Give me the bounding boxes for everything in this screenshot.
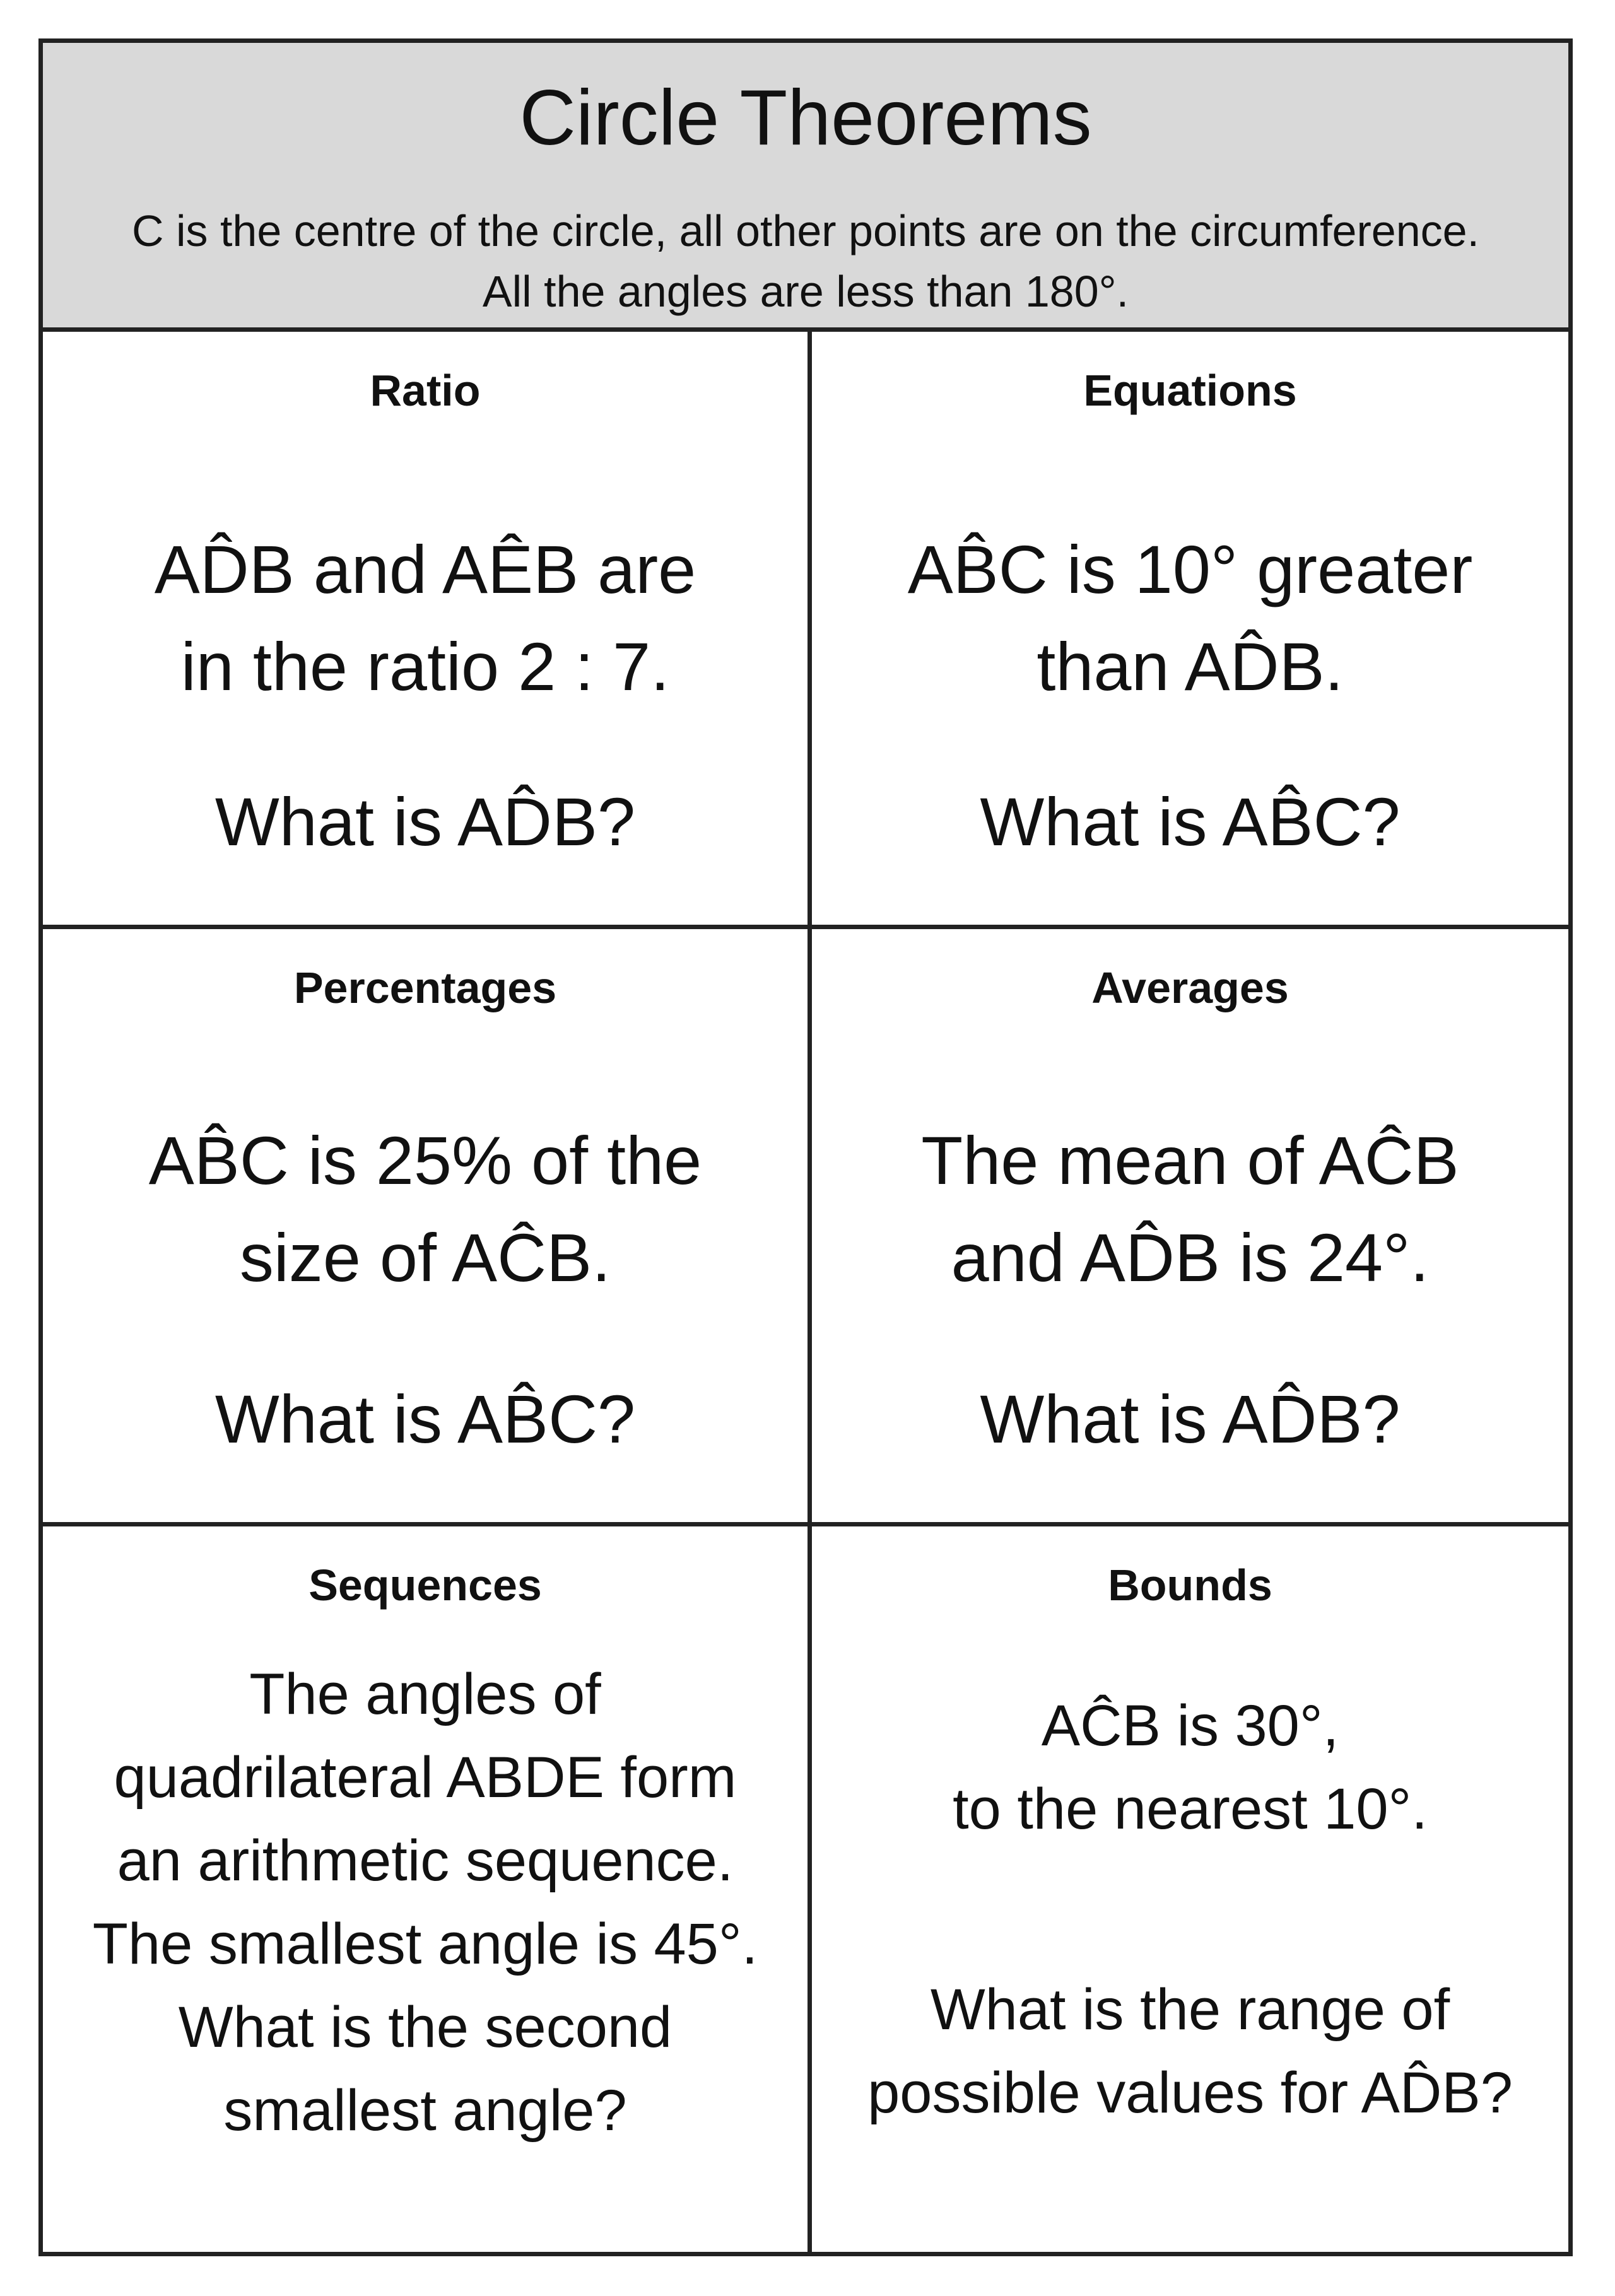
cell-bounds-question-line-2: possible values for AD̂B? [867, 2061, 1513, 2125]
cell-averages-line-2: and AD̂B is 24°. [951, 1219, 1430, 1296]
cell-bounds-line-1: AĈB is 30°, [1041, 1694, 1339, 1758]
subtitle-line-1: C is the centre of the circle, all other points are on the circumference. [131, 206, 1480, 255]
cell-percentages-question [62, 1371, 789, 1468]
cell-averages-text [831, 1112, 1549, 1306]
cell-title-bounds: Bounds [1108, 1561, 1272, 1610]
cell-averages-question-line: What is AD̂B? [980, 1381, 1401, 1457]
header [43, 43, 1568, 332]
cell-ratio-line-2: in the ratio 2 : 7. [180, 628, 670, 705]
cell-bounds [812, 1526, 1568, 2252]
cell-percentages [43, 929, 808, 1522]
grid-divider-vertical [808, 332, 812, 2252]
cell-equations-text [831, 521, 1549, 715]
cell-sequences-line-6: smallest angle? [223, 2078, 627, 2143]
cell-sequences-line-1: The angles of [249, 1662, 601, 1726]
cell-equations-question-line: What is AB̂C? [980, 783, 1401, 860]
cell-ratio-line-1: AD̂B and AÊB are [154, 531, 696, 607]
cell-equations [812, 332, 1568, 925]
cell-sequences-text [56, 1653, 795, 2152]
cell-averages-line-1: The mean of AĈB [921, 1122, 1459, 1198]
subtitle [43, 201, 1568, 322]
cell-title-sequences: Sequences [308, 1561, 542, 1610]
grid-divider-row-2 [43, 1522, 1568, 1526]
cell-bounds-text [825, 1684, 1556, 1851]
cell-sequences-line-5: What is the second [178, 1995, 672, 2059]
cell-title-ratio: Ratio [370, 366, 481, 415]
cell-bounds-question [825, 1968, 1556, 2135]
cell-equations-line-1: AB̂C is 10° greater [907, 531, 1473, 607]
cell-sequences [43, 1526, 808, 2252]
cell-equations-line-2: than AD̂B. [1037, 628, 1344, 705]
cell-sequences-line-3: an arithmetic sequence. [117, 1829, 734, 1893]
cell-bounds-question-line-1: What is the range of [930, 1977, 1450, 2042]
cell-percentages-text [62, 1112, 789, 1306]
subtitle-line-2: All the angles are less than 180°. [482, 267, 1129, 316]
grid-divider-row-1 [43, 925, 1568, 929]
cell-percentages-line-1: AB̂C is 25% of the [148, 1122, 702, 1198]
cell-title-equations: Equations [1083, 366, 1297, 415]
cell-ratio [43, 332, 808, 925]
cell-title-percentages: Percentages [293, 963, 557, 1012]
question-grid [43, 332, 1568, 2252]
cell-ratio-question-line: What is AD̂B? [214, 783, 636, 860]
cell-ratio-question [62, 773, 789, 870]
worksheet [38, 38, 1573, 2256]
cell-sequences-line-2: quadrilateral ABDE form [114, 1745, 737, 1810]
cell-title-averages: Averages [1091, 963, 1289, 1012]
cell-percentages-question-line: What is AB̂C? [214, 1381, 636, 1457]
cell-averages-question [831, 1371, 1549, 1468]
cell-averages [812, 929, 1568, 1522]
cell-percentages-line-2: size of AĈB. [239, 1219, 611, 1296]
cell-sequences-line-4: The smallest angle is 45°. [92, 1912, 758, 1976]
cell-equations-question [831, 773, 1549, 870]
cell-ratio-text [62, 521, 789, 715]
cell-bounds-line-2: to the nearest 10°. [953, 1777, 1428, 1841]
page-title: Circle Theorems [519, 74, 1092, 161]
